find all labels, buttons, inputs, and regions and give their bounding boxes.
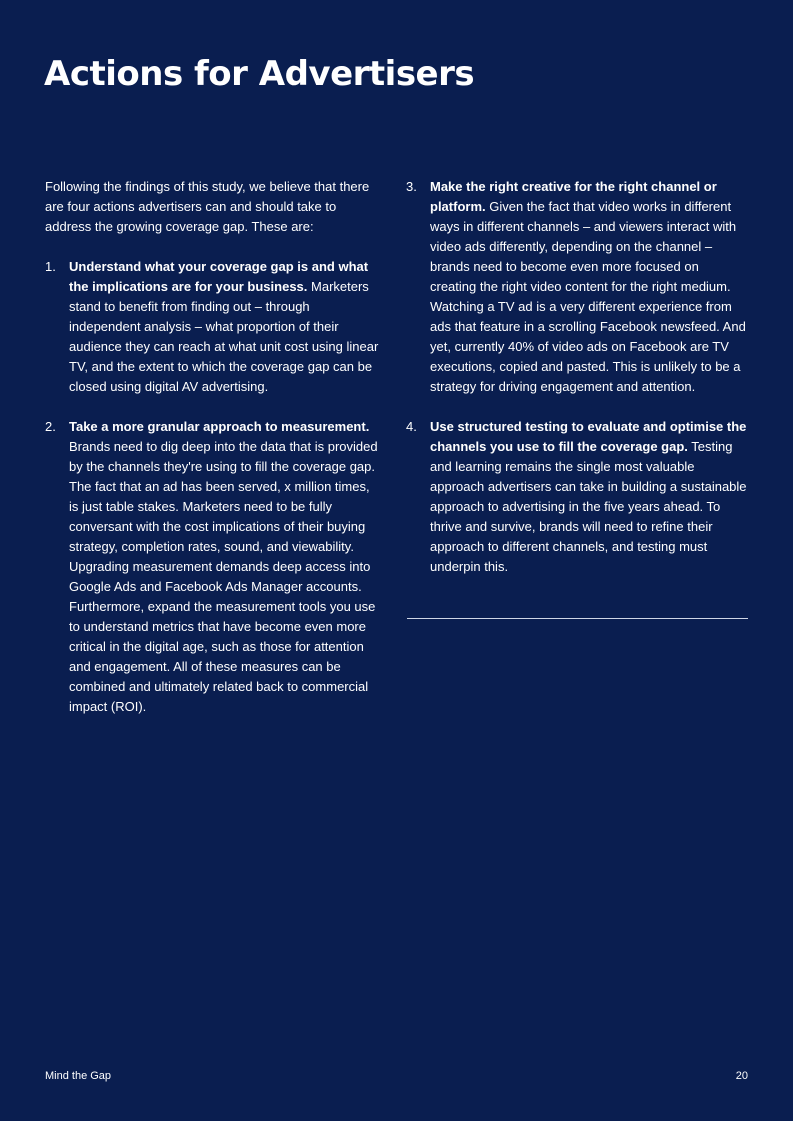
page-title: Actions for Advertisers	[44, 54, 475, 94]
action-lead: Make the right creative for the right channel or platform.	[430, 179, 717, 214]
action-body: Brands need to dig deep into the data that is provided by the channels they're using to fill the coverage gap. The fact that an ad has been served, x million times, is just table stakes. Marketers need to be fully conversant with the cost implications of their buying strategy, completion rates, sound, and viewability. Upgrading measurement demands deep access into Google Ads and Facebook Ads Manager accounts. Furthermore, expand the measurement tools you use to understand metrics that have become even more critical in the digital age, such as those for attention and engagement. All of these measures can be combined and ultimately related back to commercial impact (ROI).	[69, 439, 378, 714]
action-item-4	[406, 417, 748, 577]
action-item-2	[45, 417, 381, 717]
intro-paragraph: Following the findings of this study, we believe that there are four actions advertisers can and should take to address the growing coverage gap. These are:	[45, 179, 370, 234]
action-number: 2.	[45, 419, 56, 434]
section-divider	[407, 618, 748, 619]
action-lead: Understand what your coverage gap is and what the implications are for your business.	[69, 259, 369, 294]
action-lead: Use structured testing to evaluate and optimise the channels you use to fill the coverage gap.	[430, 419, 747, 454]
left-column	[45, 177, 381, 737]
action-number: 3.	[406, 179, 417, 194]
action-body: Marketers stand to benefit from finding out – through independent analysis – what proportion of their audience they can reach at what unit cost using linear TV, and the extent to which the coverage gap can be closed using digital AV advertising.	[69, 279, 379, 394]
action-item-1	[45, 257, 381, 397]
action-lead: Take a more granular approach to measurement.	[69, 419, 370, 434]
action-body: Given the fact that video works in different ways in different channels – and viewers interact with video ads differently, depending on the channel – brands need to become even more focused on creating the right video content for the right medium. Watching a TV ad is a very different experience from ads that feature in a scrolling Facebook newsfeed. And yet, currently 40% of video ads on Facebook are TV executions, copied and pasted. This is unlikely to be a strategy for driving engagement and attention.	[430, 199, 746, 394]
footer-publication: Mind the Gap	[45, 1070, 112, 1082]
footer-page-number: 20	[735, 1070, 748, 1082]
action-number: 1.	[45, 259, 56, 274]
action-body: Testing and learning remains the single most valuable approach advertisers can take in building a sustainable approach to advertising in the five years ahead. To thrive and survive, brands will need to refine their approach to different channels, and testing must underpin this.	[430, 439, 747, 574]
action-item-3	[406, 177, 748, 397]
action-number: 4.	[406, 419, 417, 434]
right-column	[406, 177, 748, 597]
